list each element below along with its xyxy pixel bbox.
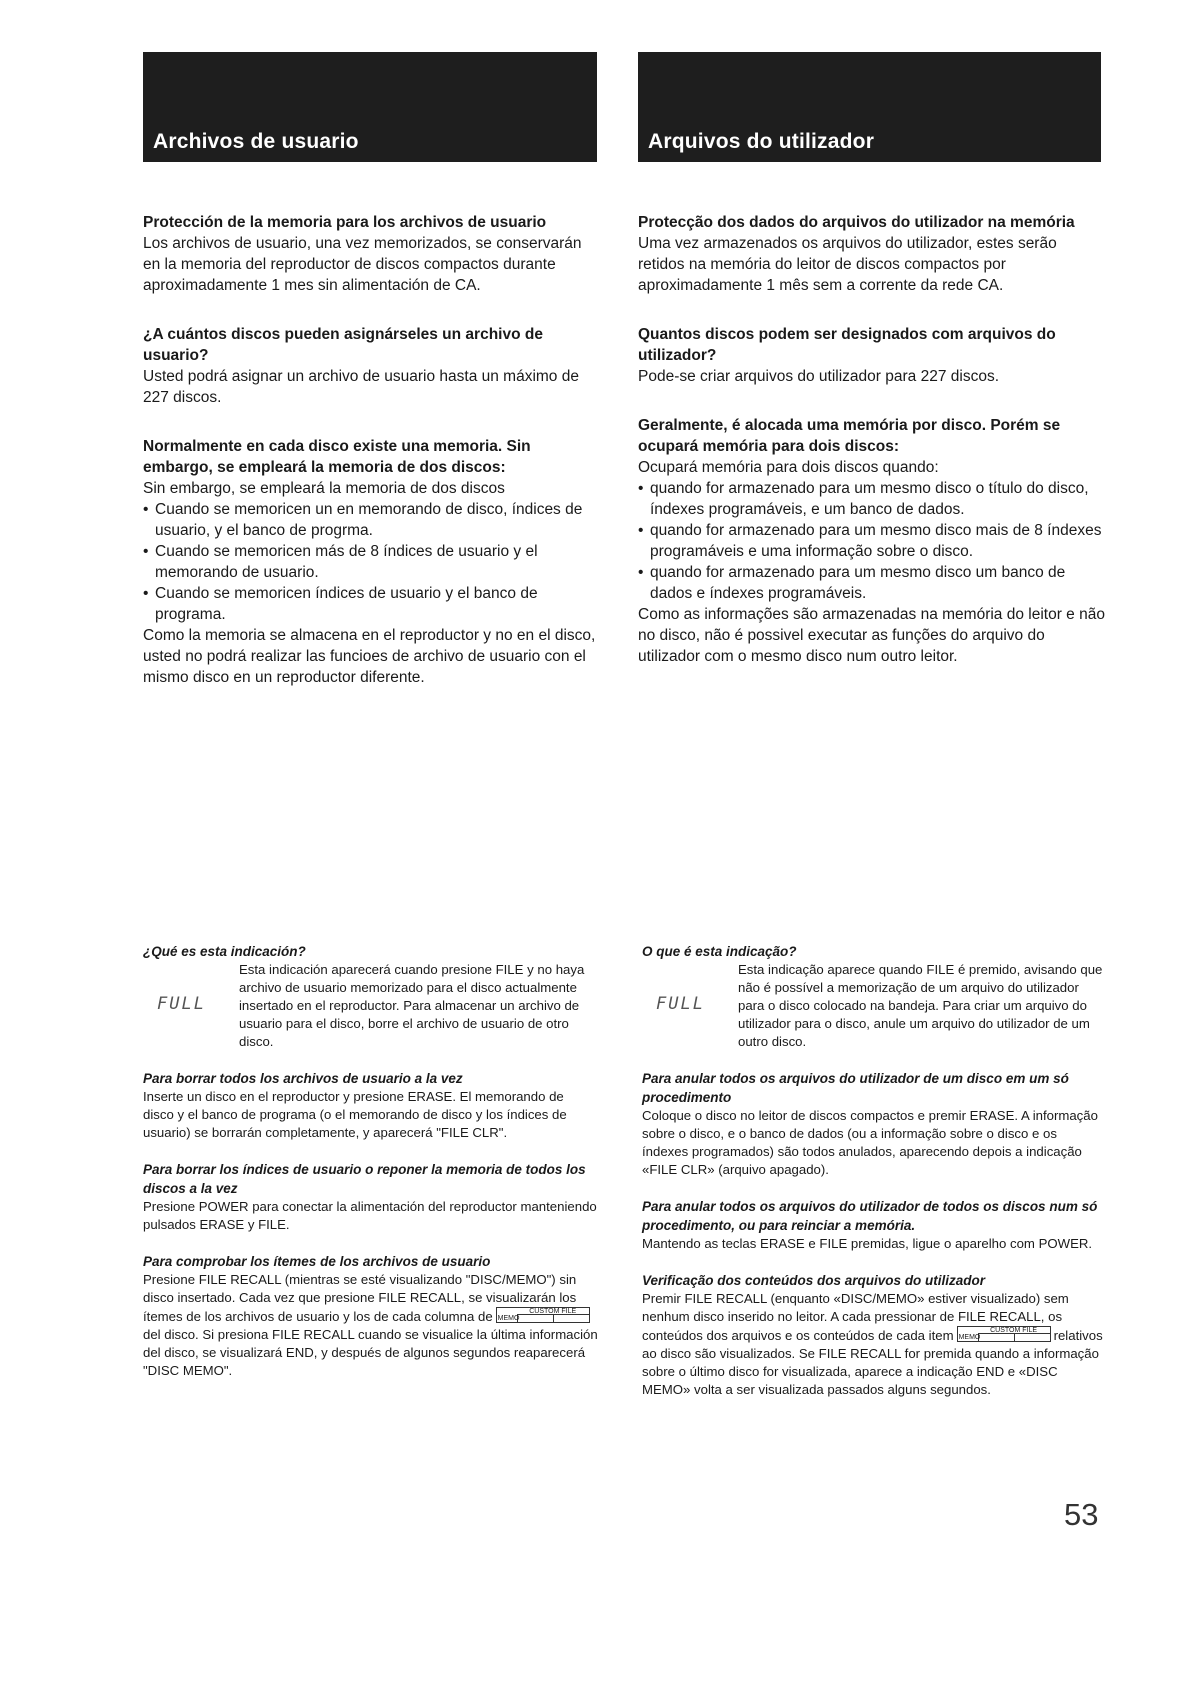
section-disc-count	[638, 324, 1106, 387]
list-item: • quando for armazenado para um mesmo disco um banco de dados e índexes programáveis.	[638, 562, 1106, 604]
section-title-spanish: Archivos de usuario	[153, 130, 359, 153]
upper-column-spanish	[143, 212, 597, 716]
indicator-block	[143, 942, 598, 1051]
section-outro: Como as informações são armazenadas na memória do leitor e não no disco, não é possivel executar as funções do arquivo do utilizador com o mesmo disco num outro leitor.	[638, 606, 1105, 665]
text-before: Presione FILE RECALL (mientras se esté visualizando "DISC/MEMO") sin disco insertado. Cada vez que presione FILE RECALL, se visualizarán los ítemes de los archivos de usuario y los de cada columna de	[143, 1272, 577, 1324]
full-display-indicator: FULL	[656, 994, 705, 1014]
erase-all-block	[642, 1069, 1104, 1179]
check-items-block	[642, 1271, 1104, 1399]
indicator-text: Esta indicação aparece quando FILE é premido, avisando que não é possível a memorização de um arquivo do utilizador para o disco colocado na bandeja. Para criar um arquivo do utilizador para o disco, anule um arquivo do utilizador de um outro disco.	[738, 962, 1103, 1049]
custom-file-memo-label	[496, 1307, 590, 1323]
block-heading: Para borrar los índices de usuario o reponer la memoria de todos los discos a la vez	[143, 1162, 586, 1196]
block-heading: Para comprobar los ítemes de los archivos de usuario	[143, 1254, 491, 1269]
custom-file-memo-label	[957, 1326, 1051, 1342]
upper-column-portuguese	[638, 212, 1106, 695]
header-bar-portuguese	[638, 52, 1101, 162]
section-title-portuguese: Arquivos do utilizador	[648, 130, 875, 153]
section-heading: Protecção dos dados do arquivos do utilizador na memória	[638, 214, 1075, 231]
list-item: • quando for armazenado para um mesmo disco mais de 8 índexes programáveis e uma informação sobre o disco.	[638, 520, 1106, 562]
bullet-list	[143, 499, 597, 625]
block-heading: Verificação dos conteúdos dos arquivos do utilizador	[642, 1273, 986, 1288]
list-item: • Cuando se memoricen un en memorando de disco, índices de usuario, y el banco de progrma.	[143, 499, 597, 541]
section-outro: Como la memoria se almacena en el reproductor y no en el disco, usted no podrá realizar las funcioes de archivo de usuario con el mismo disco en un reproductor diferente.	[143, 627, 596, 686]
page-number: 53	[1064, 1497, 1099, 1532]
list-item: • Cuando se memoricen índices de usuario y el banco de programa.	[143, 583, 597, 625]
erase-index-block	[143, 1160, 598, 1234]
section-two-disc-memory	[638, 415, 1106, 667]
check-items-block	[143, 1252, 598, 1380]
block-heading: Para borrar todos los archivos de usuario a la vez	[143, 1071, 463, 1086]
full-display-indicator: FULL	[157, 994, 206, 1014]
block-text	[143, 1271, 598, 1380]
block-text: Presione POWER para conectar la alimentación del reproductor manteniendo pulsados ERASE y FILE.	[143, 1199, 597, 1232]
custom-file-label: CUSTOM FILE	[978, 1327, 1050, 1334]
erase-all-block	[143, 1069, 598, 1142]
indicator-text: Esta indicación aparecerá cuando presione FILE y no haya archivo de usuario memorizado para el disco actualmente insertado en el reproductor. Para almacenar un archivo de usuario para el disco, borre el archivo de usuario de otro disco.	[239, 962, 585, 1049]
block-heading: Para anular todos os arquivos do utilizador de todos os discos num só procedimento, ou para reinciar a memória.	[642, 1199, 1098, 1233]
section-two-disc-memory	[143, 436, 597, 688]
section-heading: Quantos discos podem ser designados com arquivos do utilizador?	[638, 326, 1056, 364]
section-intro: Sin embargo, se empleará la memoria de dos discos	[143, 480, 505, 497]
block-text	[642, 1290, 1104, 1399]
lower-column-portuguese	[642, 942, 1104, 1417]
custom-file-label: CUSTOM FILE	[517, 1308, 589, 1315]
section-text: Usted podrá asignar un archivo de usuario hasta un máximo de 227 discos.	[143, 368, 579, 406]
section-intro: Ocupará memória para dois discos quando:	[638, 459, 939, 476]
section-heading: Protección de la memoria para los archivos de usuario	[143, 214, 547, 231]
block-text: Inserte un disco en el reproductor y presione ERASE. El memorando de disco y el banco de programa (o el memorando de disco y los índices de usuario) se borrarán completamente, y aparecerá "FILE CLR".	[143, 1089, 567, 1140]
lower-column-spanish	[143, 942, 598, 1398]
section-heading: Normalmente en cada disco existe una memoria. Sin embargo, se empleará la memoria de dos discos:	[143, 438, 531, 476]
section-text: Pode-se criar arquivos do utilizador para 227 discos.	[638, 368, 999, 385]
memo-label: MEMO	[497, 1315, 520, 1322]
block-heading: Para anular todos os arquivos do utilizador de um disco em um só procedimento	[642, 1071, 1069, 1105]
memo-label: MEMO	[958, 1334, 981, 1341]
block-text: Coloque o disco no leitor de discos compactos e premir ERASE. A informação sobre o disco, e o banco de dados (ou a informação sobre o disco e os índexes programados) são todos anulados, aparecendo depois a indicação «FILE CLR» (arquivo apagado).	[642, 1108, 1098, 1177]
text-after: del disco. Si presiona FILE RECALL cuando se visualice la última información del disco, se visualizará END, y después de algunos segundos reaparecerá "DISC MEMO".	[143, 1327, 598, 1378]
bullet-list	[638, 478, 1106, 604]
text-after: relativos ao disco são visualizados. Se FILE RECALL for premida quando a informação sobre o último disco for visualizada, aparece a indicação END e «DISC MEMO» volta a ser visualizada passados alguns segundos.	[642, 1328, 1103, 1397]
section-text: Los archivos de usuario, una vez memorizados, se conservarán en la memoria del reproductor de discos compactos durante aproximadamente 1 mes sin alimentación de CA.	[143, 235, 582, 294]
indicator-heading: O que é esta indicação?	[642, 944, 797, 959]
section-heading: Geralmente, é alocada uma memória por disco. Porém se ocupará memória para dois discos:	[638, 417, 1061, 455]
list-item: • Cuando se memoricen más de 8 índices de usuario y el memorando de usuario.	[143, 541, 597, 583]
header-bar-spanish	[143, 52, 597, 162]
section-heading: ¿A cuántos discos pueden asignárseles un archivo de usuario?	[143, 326, 543, 364]
text-before: Premir FILE RECALL (enquanto «DISC/MEMO» estiver visualizado) sem nenhum disco inserido no leitor. A cada pressionar de FILE RECALL, os conteúdos dos arquivos e os conteúdos de cada item	[642, 1291, 1069, 1343]
indicator-block	[642, 942, 1104, 1051]
section-memory-protection	[638, 212, 1106, 296]
erase-index-block	[642, 1197, 1104, 1253]
section-text: Uma vez armazenados os arquivos do utilizador, estes serão retidos na memória do leitor de discos compactos por aproximadamente 1 mês sem a corrente da rede CA.	[638, 235, 1057, 294]
section-disc-count	[143, 324, 597, 408]
section-memory-protection	[143, 212, 597, 296]
indicator-heading: ¿Qué es esta indicación?	[143, 944, 306, 959]
list-item: • quando for armazenado para um mesmo disco o título do disco, índexes programáveis, e um banco de dados.	[638, 478, 1106, 520]
block-text: Mantendo as teclas ERASE e FILE premidas, ligue o aparelho com POWER.	[642, 1236, 1093, 1251]
